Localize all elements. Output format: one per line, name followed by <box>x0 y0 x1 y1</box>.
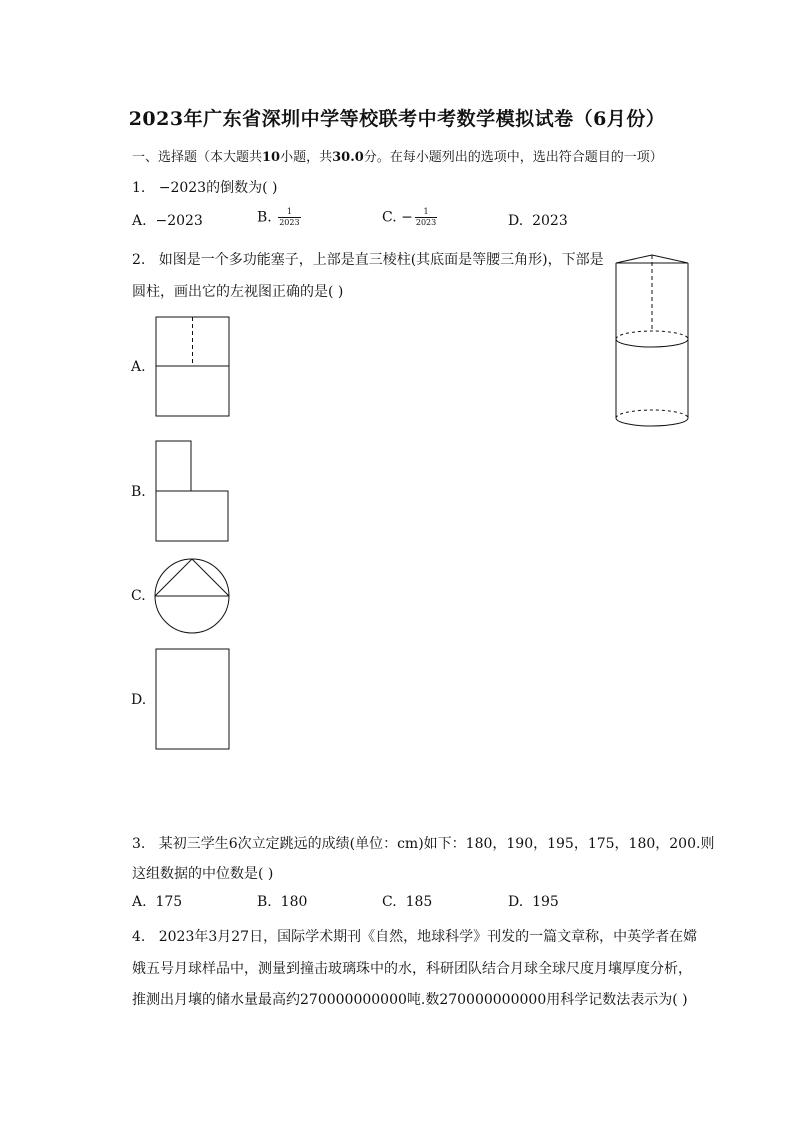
option-text: 195 <box>532 894 559 910</box>
q3-option-a[interactable] <box>132 894 182 910</box>
option-text: 180 <box>280 894 308 910</box>
stopper-figure <box>610 250 694 430</box>
fraction <box>415 207 437 228</box>
question-number: 4. <box>132 929 146 945</box>
question-4 <box>132 926 697 946</box>
option-label: D. <box>508 894 524 910</box>
q1-option-a[interactable] <box>132 213 203 229</box>
section-prefix: 一、选择题（本大题共 <box>132 150 263 165</box>
fraction <box>278 207 300 228</box>
prism-top-left <box>616 255 652 263</box>
option-text: −2023 <box>155 213 203 229</box>
outline-rect <box>156 649 229 749</box>
page-title: 2023年广东省深圳中学等校联考中考数学模拟试卷（6月份） <box>128 108 666 130</box>
q2-option-b-label[interactable]: B. <box>131 484 146 500</box>
q2-option-c-figure[interactable] <box>153 557 231 635</box>
denominator: 2023 <box>279 218 300 227</box>
prism-top-right <box>652 255 688 263</box>
top-rect <box>156 441 191 491</box>
question-1 <box>132 177 277 197</box>
q1-option-d[interactable] <box>508 213 568 229</box>
cylinder-bottom-back <box>616 410 688 418</box>
q1-option-b[interactable] <box>257 207 301 228</box>
q2-option-c-label[interactable]: C. <box>131 588 146 604</box>
q3-option-b[interactable] <box>257 894 307 910</box>
triangle-right-edge <box>192 559 229 596</box>
cylinder-bottom-front <box>616 418 688 426</box>
question-3 <box>132 833 714 853</box>
option-text: 185 <box>405 894 433 910</box>
section-header <box>132 146 663 165</box>
option-text: 175 <box>155 894 183 910</box>
bottom-rect <box>156 491 228 541</box>
cylinder-top-back <box>616 331 688 339</box>
question-text-line-1: 2023年3月27日，国际学术期刊《自然，地球科学》刊发的一篇文章称，中英学者在嫦 <box>158 929 698 945</box>
minus-sign: − <box>401 209 413 226</box>
question-3-line-2: 这组数据的中位数是( ) <box>132 866 274 882</box>
question-2 <box>132 249 604 269</box>
question-text-line-1: 某初三学生6次立定跳远的成绩(单位：cm)如下：180，190，195，175，180，200.则 <box>158 836 715 852</box>
section-points: 30.0 <box>332 150 364 165</box>
option-label: A. <box>132 894 147 910</box>
q2-option-a-label[interactable]: A. <box>131 359 146 375</box>
question-2-line-2: 圆柱，画出它的左视图正确的是( ) <box>132 284 344 300</box>
section-count: 10 <box>262 150 281 165</box>
question-text: −2023的倒数为( ) <box>158 180 278 196</box>
option-label: B. <box>257 894 272 910</box>
q2-option-d-label[interactable]: D. <box>131 692 147 708</box>
question-number: 3. <box>132 836 146 852</box>
option-label: D. <box>508 213 524 229</box>
q2-option-d-figure[interactable] <box>155 648 231 751</box>
q3-option-d[interactable] <box>508 894 559 910</box>
option-text: 2023 <box>532 213 568 229</box>
section-mid: 小题，共 <box>280 150 333 165</box>
triangle-left-edge <box>155 559 192 596</box>
question-text-line-1: 如图是一个多功能塞子，上部是直三棱柱(其底面是等腰三角形)，下部是 <box>158 252 604 268</box>
q2-option-a-figure[interactable] <box>155 316 231 418</box>
question-4-line-3: 推测出月壤的储水量最高约270000000000吨.数270000000000用科学记数法表示为( ) <box>132 992 688 1008</box>
option-label: A. <box>132 213 147 229</box>
option-label: B. <box>257 209 272 226</box>
section-suffix: 分。在每小题列出的选项中，选出符合题目的一项） <box>363 150 663 165</box>
numerator: 1 <box>278 207 300 218</box>
numerator: 1 <box>415 207 437 218</box>
option-label: C. <box>382 209 397 226</box>
question-number: 1. <box>132 180 146 196</box>
denominator: 2023 <box>415 218 437 227</box>
question-4-line-2: 娥五号月球样品中，测量到撞击玻璃珠中的水，科研团队结合月球全球尺度月壤厚度分析， <box>132 961 692 977</box>
q2-option-b-figure[interactable] <box>155 440 231 543</box>
option-label: C. <box>382 894 397 910</box>
q1-option-c[interactable] <box>382 207 437 228</box>
q3-option-c[interactable] <box>382 894 432 910</box>
cylinder-top-front <box>616 339 688 347</box>
question-number: 2. <box>132 252 146 268</box>
